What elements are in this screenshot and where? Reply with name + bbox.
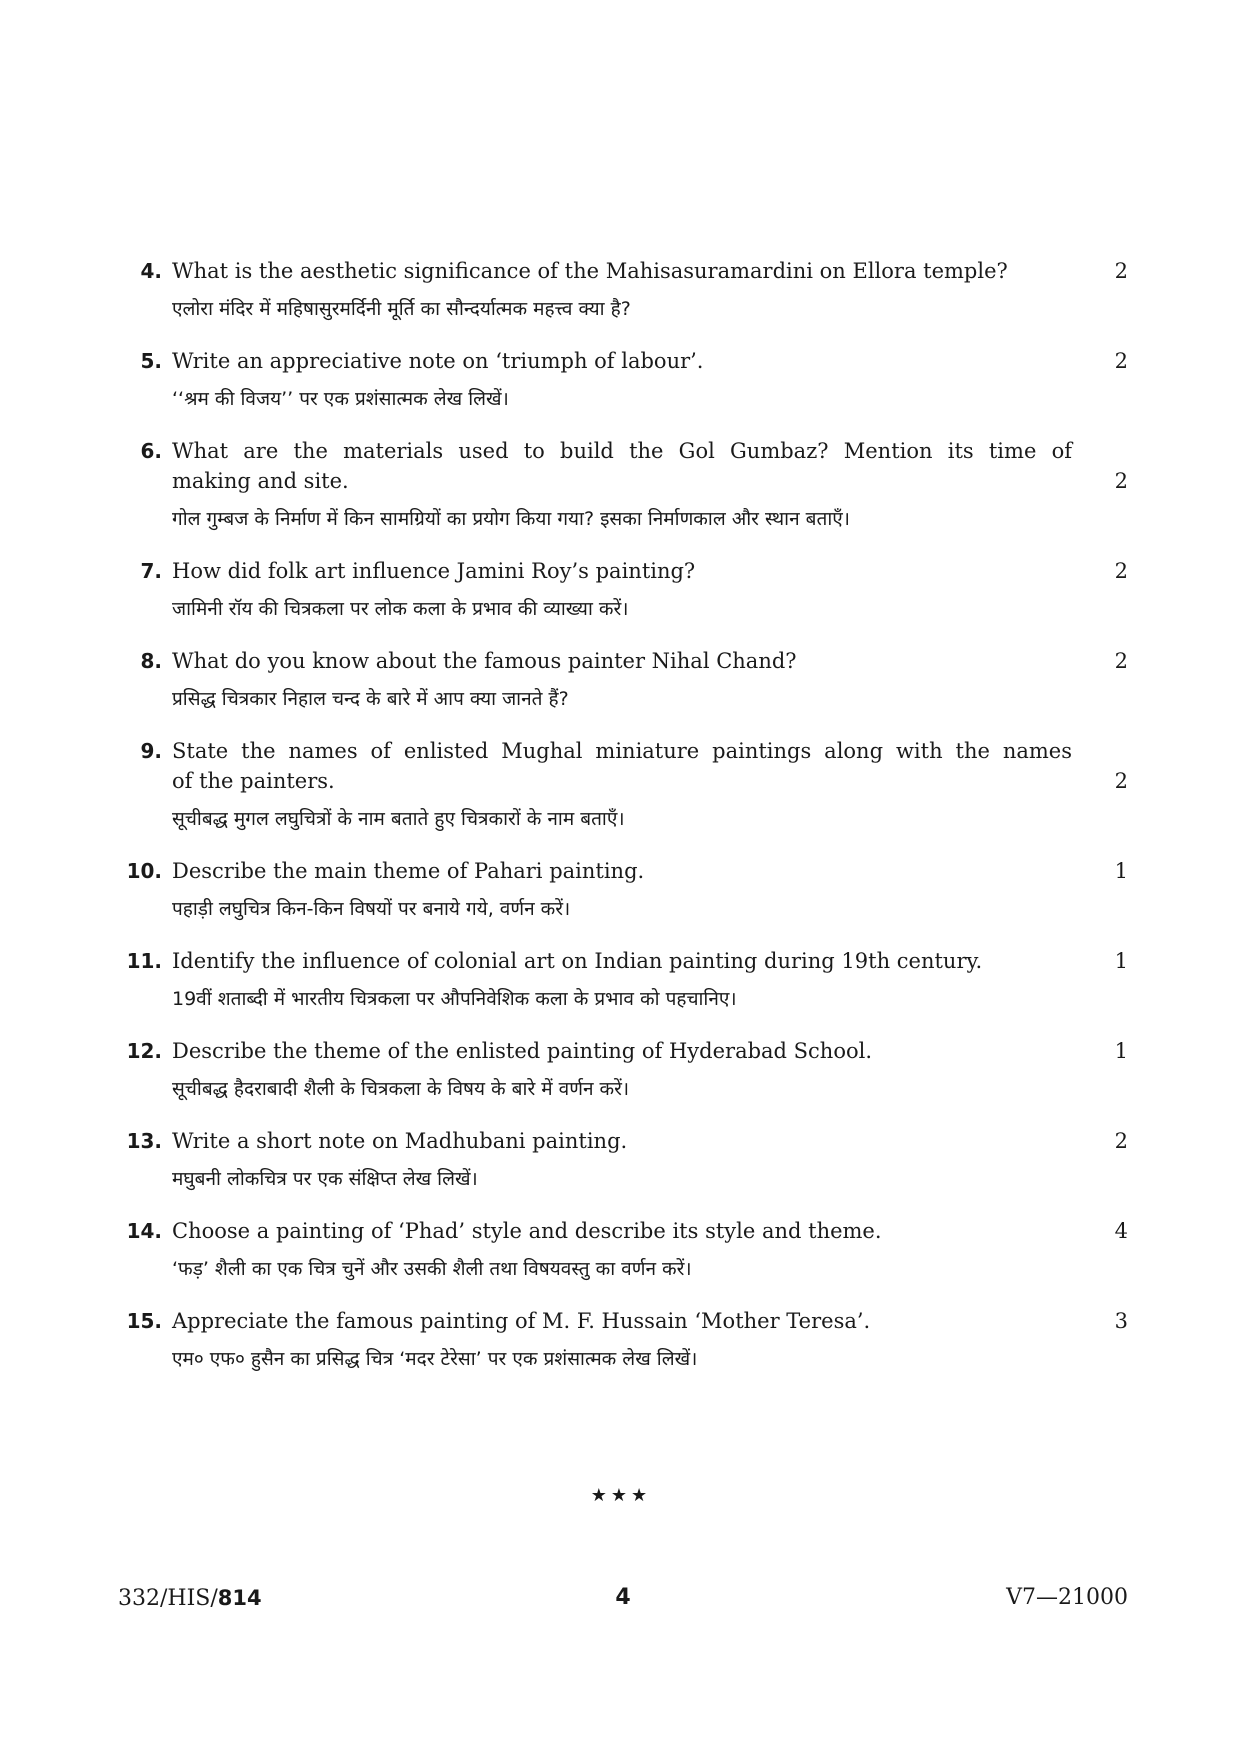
question-item [118,436,1128,534]
question-number: 15. [126,1309,162,1333]
question-number: 13. [126,1129,162,1153]
question-text-en: Write an appreciative note on ‘triumph of labour’. [172,349,704,373]
question-line [118,856,1128,886]
question-line [118,646,1128,676]
question-text-hi: मघुबनी लोकचित्र पर एक संक्षिप्त लेख लिखें। [172,1168,478,1190]
question-line [118,346,1128,376]
question-line [118,1036,1128,1066]
paper-code-number: 814 [217,1586,262,1610]
question-line [118,766,1128,796]
question-text-en: Describe the main theme of Pahari painting. [172,859,645,883]
question-text-en: Appreciate the famous painting of M. F. Hussain ‘Mother Teresa’. [172,1309,871,1333]
question-marks: 2 [1114,649,1128,673]
question-item [118,346,1128,414]
question-text-en: What are the materials used to build the Gol Gumbaz? Mention its time of [172,439,1072,463]
question-number: 6. [140,439,162,463]
question-marks: 2 [1114,769,1128,793]
question-text-en: What do you know about the famous painter Nihal Chand? [172,649,797,673]
question-line [118,1306,1128,1336]
question-item [118,736,1128,834]
question-marks: 2 [1114,469,1128,493]
question-item [118,1126,1128,1194]
question-text-hi: पहाड़ी लघुचित्र किन-किन विषयों पर बनाये गये, वर्णन करें। [172,898,571,920]
question-marks: 3 [1114,1309,1128,1333]
question-text-hi: एम० एफ० हुसैन का प्रसिद्ध चित्र ‘मदर टेरेसा’ पर एक प्रशंसात्मक लेख लिखें। [172,1348,698,1370]
question-number: 14. [126,1219,162,1243]
question-text-en: making and site. [172,469,349,493]
question-text-hi: प्रसिद्ध चित्रकार निहाल चन्द के बारे में आप क्या जानते हैं? [172,688,569,710]
question-item [118,946,1128,1014]
question-item [118,1216,1128,1284]
question-text-hi: जामिनी रॉय की चित्रकला पर लोक कला के प्रभाव की व्याख्या करें। [172,598,629,620]
question-text-hi: 19वीं शताब्दी में भारतीय चित्रकला पर औपनिवेशिक कला के प्रभाव को पहचानिए। [172,988,737,1010]
question-line [118,436,1128,466]
question-marks: 2 [1114,259,1128,283]
question-text-en: Choose a painting of ‘Phad’ style and describe its style and theme. [172,1219,882,1243]
question-number: 7. [140,559,162,583]
question-item [118,1306,1128,1374]
question-text-en: Describe the theme of the enlisted painting of Hyderabad School. [172,1039,873,1063]
question-text-en: Write a short note on Madhubani painting. [172,1129,628,1153]
question-line [118,736,1128,766]
question-line [118,256,1128,286]
page-footer [118,1582,1128,1614]
question-text-hi: सूचीबद्ध हैदराबादी शैली के चित्रकला के विषय के बारे में वर्णन करें। [172,1078,630,1100]
question-marks: 2 [1114,349,1128,373]
question-item [118,1036,1128,1104]
question-number: 4. [140,259,162,283]
question-number: 5. [140,349,162,373]
question-text-hi: ‘फड़’ शैली का एक चित्र चुनें और उसकी शैली तथा विषयवस्तु का वर्णन करें। [172,1258,692,1280]
question-marks: 1 [1114,949,1128,973]
question-text-hi: सूचीबद्ध मुगल लघुचित्रों के नाम बताते हुए चित्रकारों के नाम बताएँ। [172,808,625,830]
question-number: 11. [126,949,162,973]
question-item [118,256,1128,324]
end-marker: ★★★ [590,1485,652,1506]
question-number: 12. [126,1039,162,1063]
question-item [118,556,1128,624]
question-list [118,256,1128,1396]
print-version: V7—21000 [1006,1585,1128,1610]
question-text-hi: गोल गुम्बज के निर्माण में किन सामग्रियों का प्रयोग किया गया? इसका निर्माणकाल और स्थान बताएँ। [172,508,850,530]
question-marks: 2 [1114,1129,1128,1153]
question-line [118,556,1128,586]
question-marks: 1 [1114,1039,1128,1063]
question-text-en: State the names of enlisted Mughal miniature paintings along with the names [172,739,1072,763]
question-marks: 1 [1114,859,1128,883]
question-text-en: What is the aesthetic significance of the Mahisasuramardini on Ellora temple? [172,259,1008,283]
question-line [118,1126,1128,1156]
question-number: 10. [126,859,162,883]
question-line [118,1216,1128,1246]
question-line [118,946,1128,976]
question-text-en: Identify the influence of colonial art on Indian painting during 19th century. [172,949,983,973]
question-number: 8. [140,649,162,673]
question-item [118,856,1128,924]
question-item [118,646,1128,714]
question-text-en: of the painters. [172,769,335,793]
page-number: 4 [615,1585,631,1610]
question-text-hi: ‘‘श्रम की विजय’’ पर एक प्रशंसात्मक लेख लिखें। [172,388,509,410]
question-number: 9. [140,739,162,763]
question-marks: 2 [1114,559,1128,583]
question-marks: 4 [1114,1219,1128,1243]
paper-code-prefix: 332/HIS/ [118,1586,218,1611]
question-line [118,466,1128,496]
question-text-en: How did folk art influence Jamini Roy’s painting? [172,559,696,583]
question-text-hi: एलोरा मंदिर में महिषासुरमर्दिनी मूर्ति का सौन्दर्यात्मक महत्त्व क्या है? [172,298,631,320]
